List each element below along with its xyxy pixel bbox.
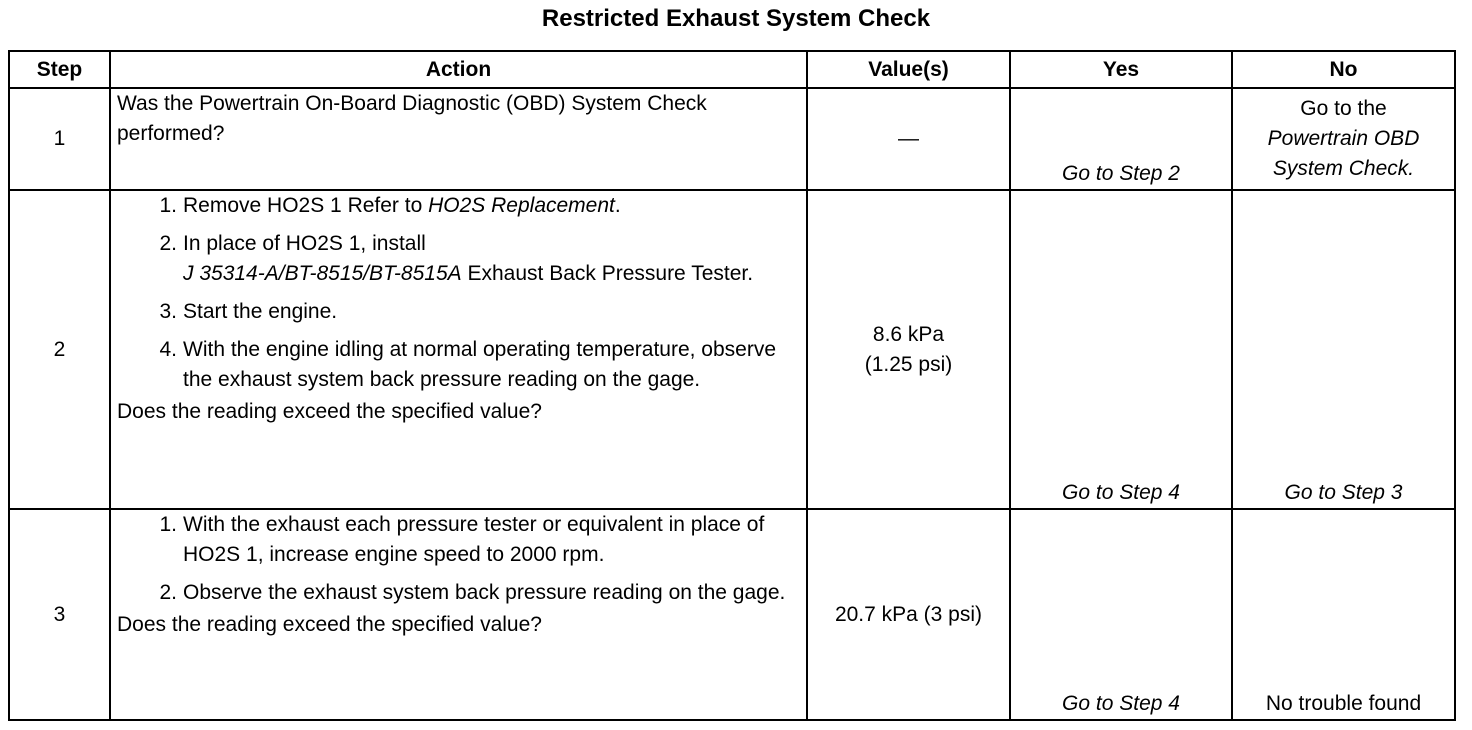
list-item xyxy=(159,335,800,395)
procedure-link[interactable]: HO2S Replacement xyxy=(428,194,615,217)
action-cell xyxy=(110,190,807,509)
value-psi: (1.25 psi) xyxy=(864,352,953,376)
list-item-number: 1. xyxy=(159,194,177,217)
step-number: 2 xyxy=(9,190,110,509)
list-item-text: With the engine idling at normal operating temperature, observe the exhaust system back pressure reading on the gage. xyxy=(183,338,777,391)
list-item xyxy=(159,578,800,608)
header-yes: Yes xyxy=(1010,51,1232,88)
header-step: Step xyxy=(9,51,110,88)
list-item-text-end: . xyxy=(614,194,621,217)
value-kpa: 8.6 kPa xyxy=(872,322,945,346)
no-link[interactable]: Go to Step 3 xyxy=(1284,481,1403,504)
action-question: Was the Powertrain On-Board Diagnostic (OBD) System Check performed? xyxy=(117,92,707,145)
list-item-number: 2. xyxy=(159,232,177,255)
list-item-number: 3. xyxy=(159,300,177,323)
list-item-text: With the exhaust each pressure tester or equivalent in place of HO2S 1, increase engine speed to 2000 rpm. xyxy=(183,513,765,566)
document-title: Restricted Exhaust System Check xyxy=(541,5,931,32)
action-steps-list xyxy=(117,191,800,395)
yes-link[interactable]: Go to Step 2 xyxy=(1062,162,1180,185)
value-cell: — xyxy=(807,88,1010,190)
list-item-text: Remove HO2S 1 Refer to xyxy=(183,194,429,217)
tool-number: J 35314-A/BT-8515/BT-8515A xyxy=(183,262,462,285)
no-cell xyxy=(1232,190,1455,509)
header-no: No xyxy=(1232,51,1455,88)
action-question: Does the reading exceed the specified value? xyxy=(117,613,542,636)
step-number: 1 xyxy=(9,88,110,190)
list-item xyxy=(159,297,800,327)
action-question: Does the reading exceed the specified value? xyxy=(117,400,542,423)
list-item-text-end: Exhaust Back Pressure Tester. xyxy=(461,262,754,285)
list-item-text: Start the engine. xyxy=(183,300,338,323)
step-number: 3 xyxy=(9,509,110,720)
no-prefix: Go to the xyxy=(1300,97,1387,120)
list-item-number: 2. xyxy=(159,581,177,604)
value-cell: 20.7 kPa (3 psi) xyxy=(807,509,1010,720)
yes-link[interactable]: Go to Step 4 xyxy=(1062,481,1180,504)
list-item xyxy=(159,510,800,570)
list-item-number: 1. xyxy=(159,513,177,536)
no-cell xyxy=(1232,88,1455,190)
table-row xyxy=(9,509,1455,720)
yes-link[interactable]: Go to Step 4 xyxy=(1062,692,1180,715)
yes-cell xyxy=(1010,509,1232,720)
header-action: Action xyxy=(110,51,807,88)
value-cell xyxy=(807,190,1010,509)
action-cell xyxy=(110,509,807,720)
list-item-text: In place of HO2S 1, install xyxy=(183,232,426,255)
list-item-text: Observe the exhaust system back pressure reading on the gage. xyxy=(183,581,786,604)
table-header-row xyxy=(9,51,1455,88)
yes-cell xyxy=(1010,190,1232,509)
list-item xyxy=(159,229,800,289)
action-steps-list xyxy=(117,510,800,608)
no-cell: No trouble found xyxy=(1232,509,1455,720)
yes-cell xyxy=(1010,88,1232,190)
header-values: Value(s) xyxy=(807,51,1010,88)
action-cell xyxy=(110,88,807,190)
list-item-number: 4. xyxy=(159,338,177,361)
no-link[interactable]: Powertrain OBD System Check. xyxy=(1267,127,1420,180)
list-item xyxy=(159,191,800,221)
table-row xyxy=(9,88,1455,190)
diagnostic-table xyxy=(8,50,1456,721)
table-row xyxy=(9,190,1455,509)
